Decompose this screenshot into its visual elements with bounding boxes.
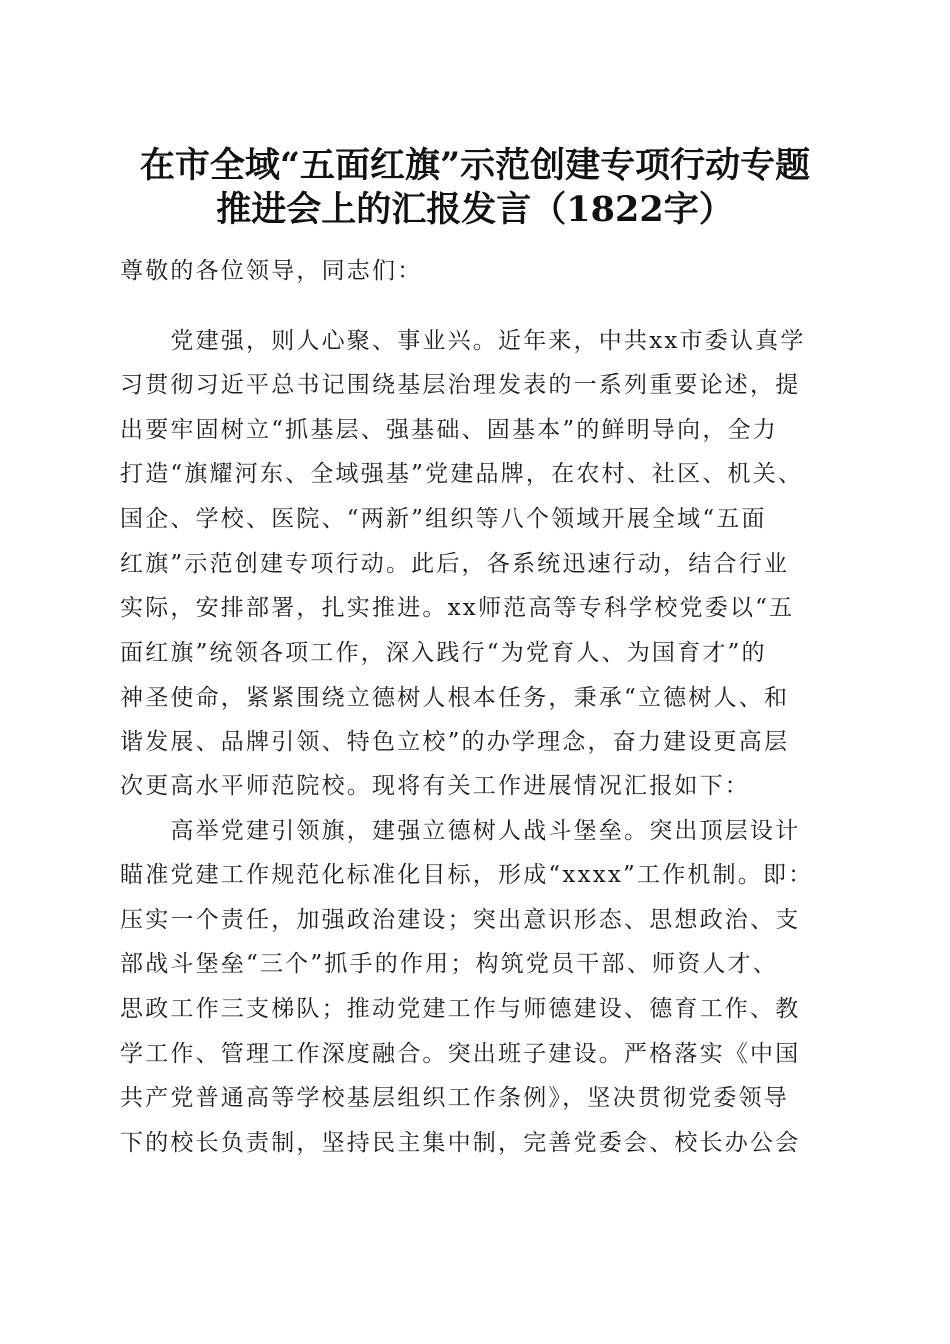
- body-line: 瞄准党建工作规范化标准化目标，形成“xxxx”工作机制。即：: [120, 862, 814, 888]
- body-line: 高举党建引领旗，建强立德树人战斗堡垒。突出顶层设计: [120, 818, 801, 844]
- body-line: 实际，安排部署，扎实推进。xx师范高等专科学校党委以“五: [120, 595, 795, 621]
- body-line: 谐发展、品牌引领、特色立校”的办学理念，奋力建设更高层: [120, 729, 790, 755]
- body-line: 打造“旗耀河东、全域强基”党建品牌，在农村、社区、机关、: [120, 461, 804, 487]
- body-line: 学工作、管理工作深度融合。突出班子建设。严格落实《中国: [120, 1041, 801, 1067]
- body-line: 思政工作三支梯队；推动党建工作与师德建设、德育工作、教: [120, 996, 801, 1022]
- body-line: 部战斗堡垒“三个”抓手的作用；构筑党员干部、师资人才、: [120, 951, 778, 977]
- salutation: 尊敬的各位领导，同志们：: [120, 258, 423, 284]
- body-line: 神圣使命，紧紧围绕立德树人根本任务，秉承“立德树人、和: [120, 685, 790, 711]
- body-line: 次更高水平师范院校。现将有关工作进展情况汇报如下：: [120, 773, 750, 799]
- body-line: 党建强，则人心聚、事业兴。近年来，中共xx市委认真学: [120, 328, 806, 354]
- body-line: 出要牢固树立“抓基层、强基础、固基本”的鲜明导向，全力: [120, 417, 778, 443]
- body-line: 共产党普通高等学校基层组织工作条例》，坚决贯彻党委领导: [120, 1085, 789, 1111]
- body-line: 红旗”示范创建专项行动。此后，各系统迅速行动，结合行业: [120, 551, 790, 577]
- body-line: 下的校长负责制，坚持民主集中制，完善党委会、校长办公会: [120, 1130, 801, 1156]
- body-line: 国企、学校、医院、“两新”组织等八个领域开展全域“五面: [120, 506, 767, 532]
- title-line-2: 推进会上的汇报发言（1822字）: [216, 189, 734, 230]
- body-line: 面红旗”统领各项工作，深入践行“为党育人、为国育才”的: [120, 640, 767, 666]
- body-line: 习贯彻习近平总书记围绕基层治理发表的一系列重要论述，提: [120, 372, 801, 398]
- body-line: 压实一个责任，加强政治建设；突出意识形态、思想政治、支: [120, 907, 801, 933]
- title-line-1: 在市全域“五面红旗”示范创建专项行动专题: [139, 145, 811, 186]
